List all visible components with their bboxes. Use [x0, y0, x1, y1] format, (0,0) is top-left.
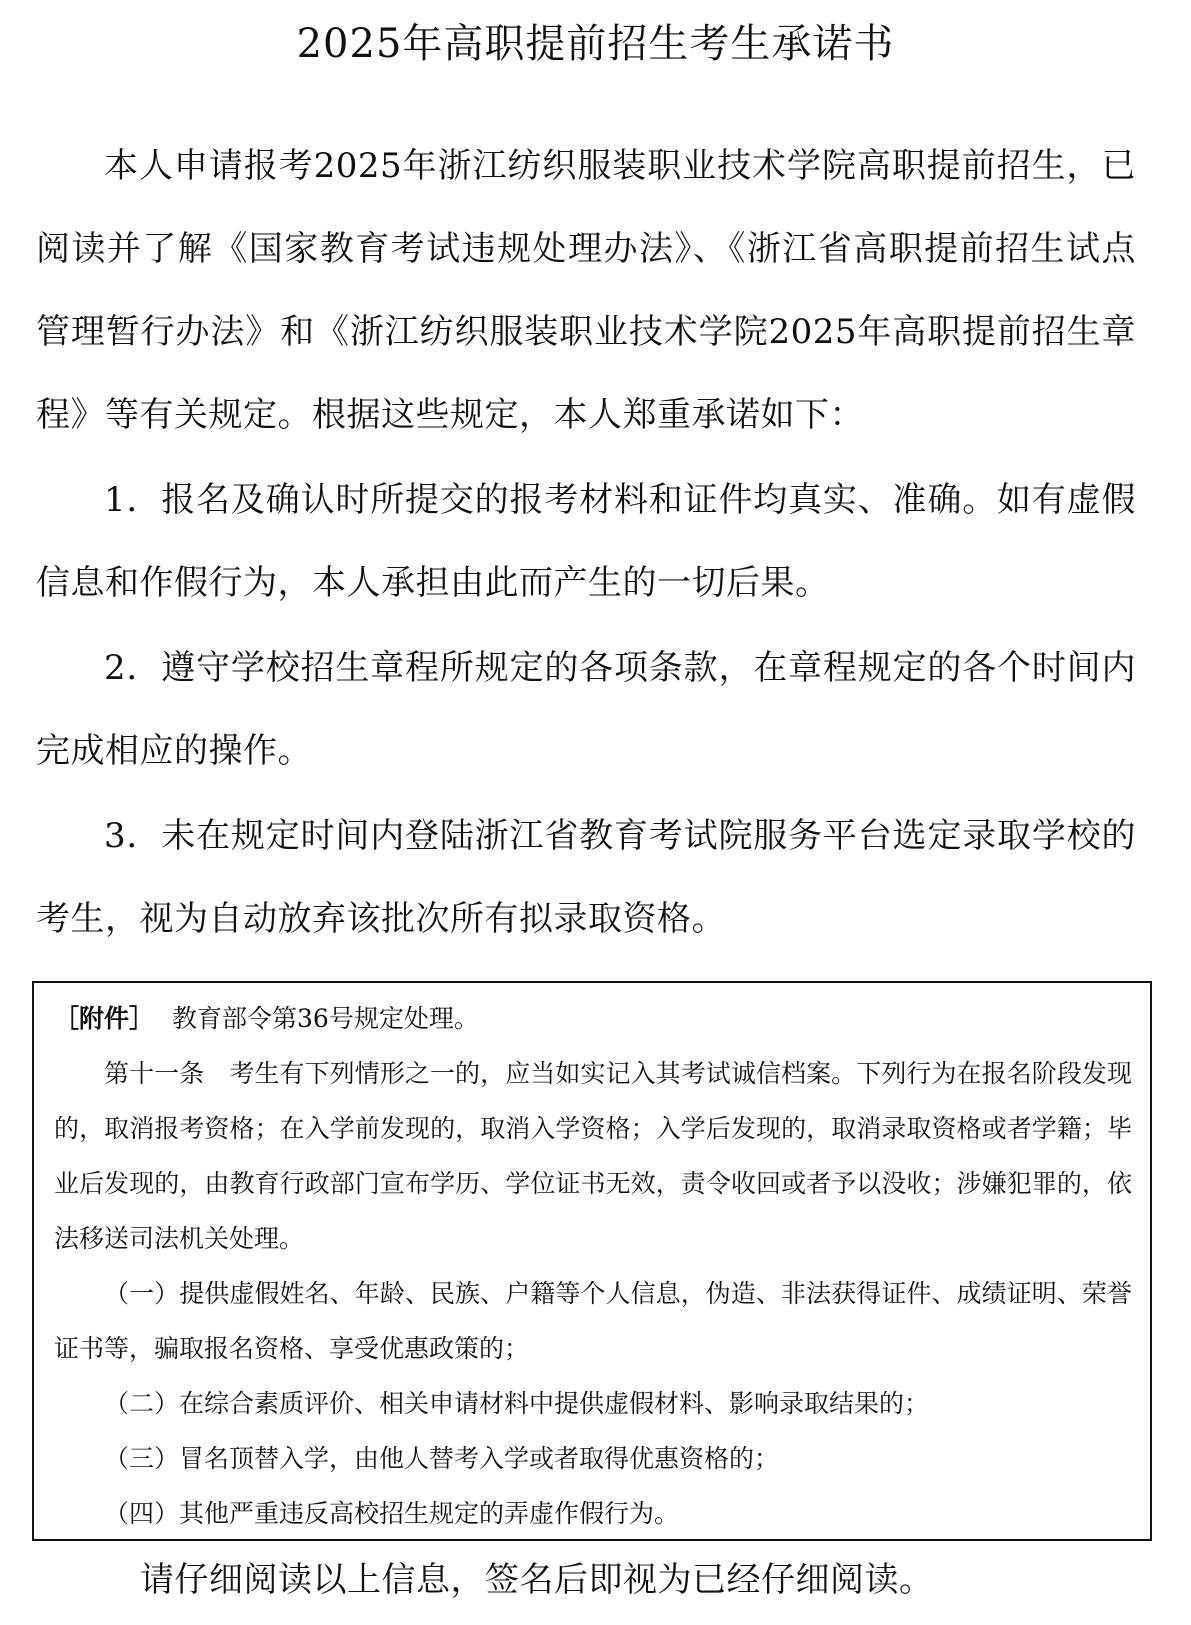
annex-clause-3: （三）冒名顶替入学，由他人替考入学或者取得优惠资格的；	[104, 1444, 780, 1473]
annex-heading: 教育部令第36号规定处理。	[172, 1004, 479, 1033]
intro-paragraph: 本人申请报考2025年浙江纺织服装职业技术学院高职提前招生，已阅读并了解《国家教育考试违规处理办法》、《浙江省高职提前招生试点管理暂行办法》和《浙江纺织服装职业技术学院2025年高职提前招生章程》等有关规定。根据这些规定，本人郑重承诺如下：	[36, 146, 1136, 435]
pledge-item-1: 1．报名及确认时所提交的报考材料和证件均真实、准确。如有虚假信息和作假行为，本人承担由此而产生的一切后果。	[36, 480, 1136, 603]
pledge-item-3: 3．未在规定时间内登陆浙江省教育考试院服务平台选定录取学校的考生，视为自动放弃该批次所有拟录取资格。	[36, 816, 1136, 939]
pledge-item-2: 2．遵守学校招生章程所规定的各项条款，在章程规定的各个时间内完成相应的操作。	[36, 648, 1136, 771]
annex-label: ［附件］	[54, 1004, 155, 1033]
document-title: 2025年高职提前招生考生承诺书	[296, 21, 895, 67]
annex-header	[54, 991, 1132, 1046]
annex-clause-4: （四）其他严重违反高校招生规定的弄虚作假行为。	[104, 1499, 680, 1528]
annex-clause-1: （一）提供虚假姓名、年龄、民族、户籍等个人信息，伪造、非法获得证件、成绩证明、荣誉证书等，骗取报名资格、享受优惠政策的；	[54, 1279, 1132, 1363]
annex-article: 第十一条 考生有下列情形之一的，应当如实记入其考试诚信档案。下列行为在报名阶段发现的，取消报考资格；在入学前发现的，取消入学资格；入学后发现的，取消录取资格或者学籍；毕业后发现的，由教育行政部门宣布学历、学位证书无效，责令收回或者予以没收；涉嫌犯罪的，依法移送司法机关处理。	[54, 1059, 1132, 1253]
annex-box	[32, 981, 1152, 1541]
footer-note: 请仔细阅读以上信息，签名后即视为已经仔细阅读。	[140, 1560, 934, 1600]
annex-clause-2: （二）在综合素质评价、相关申请材料中提供虚假材料、影响录取结果的；	[104, 1389, 930, 1418]
